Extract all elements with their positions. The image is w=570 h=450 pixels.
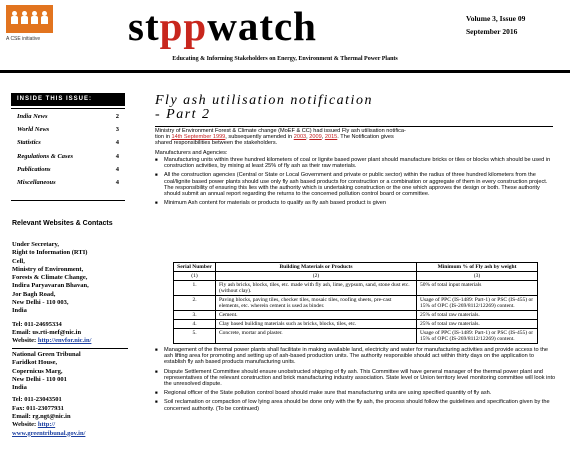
- cse-logo: [6, 5, 53, 33]
- contact-website: Website: http://: [12, 421, 56, 429]
- list-item: ■ Regional officer of the State pollution control board should make sure that manufacturing units are using specified quantity of fly ash.: [155, 390, 557, 396]
- toc-item[interactable]: Miscellaneous 4: [17, 178, 119, 186]
- issue-date: September 2016: [466, 27, 518, 36]
- contact-tel: Tel: 011-24695334: [12, 320, 62, 328]
- contact-fax: Fax: 011-23077931: [12, 404, 64, 412]
- bullet-list-bottom: [155, 347, 557, 412]
- column-header: Minimum % of Fly ash by weight: [417, 263, 538, 272]
- date-link[interactable]: 14th September 1999: [171, 134, 226, 141]
- contact-website: Website: http://envfor.nic.in/: [12, 337, 92, 345]
- list-item: ■ Minimum Ash content for materials or products to qualify as fly ash based product is given: [155, 200, 557, 206]
- table-row: (1) (2) (3): [174, 272, 538, 281]
- toc-item[interactable]: India News 2: [17, 113, 119, 120]
- table-row: 5. Concrete, mortar and plaster. Usage of PPC (IS-1489: Part-1) or PSC (IS-455) or 15% of OPC (IS-269/8112/12269) content.: [174, 329, 538, 344]
- person-icon: [11, 11, 18, 24]
- table-header-row: [174, 263, 538, 272]
- column-header: Serial Number: [174, 263, 216, 272]
- list-item: ■ All the construction agencies (Central or State or Local Government and private or public sector) within the radius of three hundred kilometers from the coal/lignite based power plants should use only fly ash based products for construction or a combination or aggregate of them in every construction project. The responsibility of ensuring this lies with the authority which is undertaking construction or the one which approves the design or both. These authority should submit an annual report regarding the returns to the concerned pollution control board or committee.: [155, 172, 557, 197]
- table-row: 4. Clay based building materials such as bricks, blocks, tiles, etc. 25% of total raw materials.: [174, 320, 538, 329]
- toc-item[interactable]: Publications 4: [17, 165, 119, 173]
- article-intro: Ministry of Environment Forest & Climate change (MoEF & CC) had issued Fly ash utilisation notifica- tion in 14th September 1999, subsequently amended in 2003, 2009, 2015. The Notification gives shared responsibilities between the stakeholders. Manufacturers and Agencies:: [155, 128, 557, 156]
- issue-info: [466, 12, 525, 38]
- list-item: ■ Management of the thermal power plants shall facilitate in making available land, electricity and water for manufacturing activities and provide access to the ash lifting area for promoting and setting up of ash-based production units. The authority responsible should act within thirty days on the application to establish fly ash based products manufacturing units.: [155, 347, 557, 366]
- table-of-contents: [11, 110, 125, 189]
- website-link[interactable]: http://envfor.nic.in/: [37, 337, 92, 345]
- person-icon: [41, 11, 48, 24]
- tagline: Educating & Informing Stakeholders on Energy, Environment & Thermal Power Plants: [172, 56, 398, 62]
- fly-ash-content-table: [173, 262, 538, 344]
- person-icon: [21, 11, 28, 24]
- website-link[interactable]: www.greentribunal.gov.in/: [12, 429, 86, 437]
- relevant-websites-heading: Relevant Websites & Contacts: [12, 220, 113, 227]
- table-row: 1. Fly ash bricks, blocks, tiles, etc. made with fly ash, lime, gypsum, sand, stone dust etc. (without clay). 50% of total input materials: [174, 281, 538, 296]
- article-title: Fly ash utilisation notification - Part 2: [155, 93, 373, 122]
- year-link[interactable]: 2015: [324, 134, 338, 141]
- contact-email: Email: rg.ngt@nic.in: [12, 413, 71, 421]
- subhead: Manufacturers and Agencies:: [155, 149, 228, 156]
- person-icon: [31, 11, 38, 24]
- toc-item[interactable]: Regulations & Cases 4: [17, 152, 119, 160]
- bullet-list-top: [155, 157, 557, 206]
- list-item: ■ Manufacturing units within three hundred kilometers of coal or lignite based power plant should manufacture bricks or tiles or blocks which should be used in construction activities, by mixing at least 25% of fly ash as their raw materials.: [155, 157, 557, 169]
- table-row: 2. Paving blocks, paving tiles, checker tiles, mosaic tiles, roofing sheets, pre-cast elements, etc. wherein cement is used as binder. Usage of PPC (IS-1489: Part-1) or PSC (IS-455) or 15% of OPC (IS-269/8112/12269) content.: [174, 296, 538, 311]
- column-header: Building Materials or Products: [216, 263, 417, 272]
- list-item: ■ Dispute Settlement Committee should ensure unobstructed shipping of fly ash. This Committee will have general manager of the thermal power plant and representatives of the relevant construction and brick manufacturing industry association. State level or Union territory level monitoring committee will look into the unresolved dispute.: [155, 369, 557, 388]
- year-link[interactable]: 2009: [309, 134, 322, 141]
- toc-item[interactable]: World News 3: [17, 126, 119, 134]
- website-link[interactable]: http://: [37, 421, 56, 429]
- sidebar-divider: [12, 348, 128, 349]
- issue-number: Volume 3, Issue 09: [466, 14, 526, 23]
- year-link[interactable]: 2003: [293, 134, 307, 141]
- table-row: 3. Cement. 25% of total raw materials.: [174, 311, 538, 320]
- title-rule: [155, 126, 553, 127]
- contact-email: Email: us.rti-mef@nic.in: [12, 328, 82, 336]
- newsletter-title: stppwatch: [128, 3, 317, 49]
- header-rule: [0, 70, 570, 73]
- list-item: ■ Soil reclamation or compaction of low lying area should be done only with the fly ash, the process should follow the guidelines and specification given by the concerned authority. (To be continued): [155, 399, 557, 411]
- contact-moef: Under Secretary, Right to Information (RTI) Cell, Ministry of Environment, Forests & Climate Change, Indira Paryavaran Bhavan, Jor Bagh Road, New Delhi - 110 003, India Tel: 011-24695334 Email: us.rti-mef@nic.in Website: http://envfor.nic.in/: [12, 241, 132, 346]
- contact-tel: Tel: 011-23043501: [12, 396, 62, 404]
- logo-caption: A CSE initiative: [6, 36, 41, 42]
- toc-item[interactable]: Statistics 4: [17, 139, 119, 147]
- contact-ngt: National Green Tribunal Faridkot House, Copernicus Marg, New Delhi - 110 001 India Tel: 011-23043501 Fax: 011-23077931 Email: rg.ngt@nic.in Website: http:// www.greentribunal.gov.in/: [12, 351, 132, 438]
- inside-issue-heading: INSIDE THIS ISSUE:: [11, 93, 125, 106]
